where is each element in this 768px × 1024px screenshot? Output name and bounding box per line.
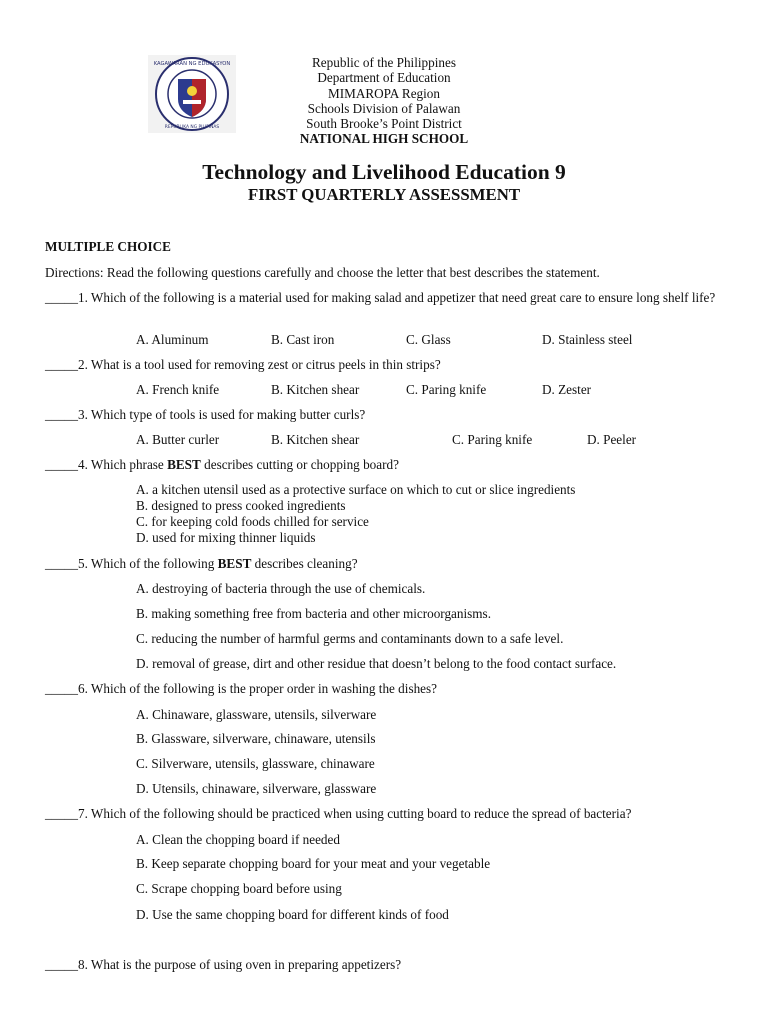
q4-option-c: C. for keeping cold foods chilled for service [136,514,369,529]
header-line-region: MIMAROPA Region [328,85,440,101]
q5-text-pre: _____5. Which of the following [45,556,218,571]
q4-text-pre: _____4. Which phrase [45,457,168,472]
header-school-name: NATIONAL HIGH SCHOOL [299,131,469,147]
q6-option-d: D. Utensils, chinaware, silverware, glassware [136,781,377,796]
q5-text-post: describes cleaning? [251,556,358,571]
q5-text-bold: BEST [217,556,252,571]
document-subtitle: FIRST QUARTERLY ASSESSMENT [247,185,521,204]
q1-option-c: C. Glass [406,332,451,347]
question-4 [45,457,399,473]
question-1: _____1. Which of the following is a material used for making salad and appetizer that need great care to ensure long shelf life? [45,290,716,305]
q5-option-c: C. reducing the number of harmful germs and contaminants down to a safe level. [136,631,564,646]
q7-option-d: D. Use the same chopping board for different kinds of food [136,907,449,922]
q7-option-b: B. Keep separate chopping board for your meat and your vegetable [136,856,491,871]
q6-option-c: C. Silverware, utensils, glassware, chinaware [136,756,375,771]
q1-option-a: A. Aluminum [136,332,209,347]
q3-option-a: A. Butter curler [136,432,220,447]
seal-top-text: KAGAWARAN NG EDUKASYON [153,61,231,67]
question-5 [45,556,358,572]
q1-option-b: B. Cast iron [271,332,335,347]
question-3: _____3. Which type of tools is used for making butter curls? [45,407,366,422]
q4-text-post: describes cutting or chopping board? [200,457,399,472]
q4-option-b: B. designed to press cooked ingredients [136,498,346,513]
directions-text: Directions: Read the following questions carefully and choose the letter that best describes the statement. [45,265,600,280]
section-heading: MULTIPLE CHOICE [45,239,171,254]
seal-bottom-text: REPUBLIKA NG PILIPINAS [164,125,220,130]
header-line-division: Schools Division of Palawan [307,100,461,116]
question-8: _____8. What is the purpose of using oven in preparing appetizers? [45,957,402,972]
q2-option-b: B. Kitchen shear [271,382,360,397]
question-7: _____7. Which of the following should be practiced when using cutting board to reduce the spread of bacteria? [45,806,632,821]
q5-option-d: D. removal of grease, dirt and other residue that doesn’t belong to the food contact surface. [136,656,617,671]
header-line-district: South Brooke’s Point District [306,116,462,132]
q5-option-b: B. making something free from bacteria and other microorganisms. [136,606,491,621]
question-6: _____6. Which of the following is the proper order in washing the dishes? [45,681,438,696]
q4-option-d: D. used for mixing thinner liquids [136,530,316,545]
q4-option-a: A. a kitchen utensil used as a protective surface on which to cut or slice ingredients [136,482,576,497]
q3-option-d: D. Peeler [587,432,637,447]
q2-option-c: C. Paring knife [406,382,487,397]
q6-option-b: B. Glassware, silverware, chinaware, utensils [136,731,376,746]
q3-option-b: B. Kitchen shear [271,432,360,447]
question-2: _____2. What is a tool used for removing zest or citrus peels in thin strips? [45,357,441,372]
q2-option-a: A. French knife [136,382,220,397]
q5-option-a: A. destroying of bacteria through the use of chemicals. [136,581,426,596]
q7-option-a: A. Clean the chopping board if needed [136,832,340,847]
header-line-department: Department of Education [317,70,451,86]
q7-option-c: C. Scrape chopping board before using [136,881,342,896]
document-title: Technology and Livelihood Education 9 [202,160,566,184]
q4-text-bold: BEST [167,457,201,472]
letterhead [0,55,768,147]
header-line-republic: Republic of the Philippines [312,55,456,70]
q6-option-a: A. Chinaware, glassware, utensils, silverware [136,707,377,722]
q1-option-d: D. Stainless steel [542,332,633,347]
q3-option-c: C. Paring knife [452,432,533,447]
q2-option-d: D. Zester [542,382,592,397]
